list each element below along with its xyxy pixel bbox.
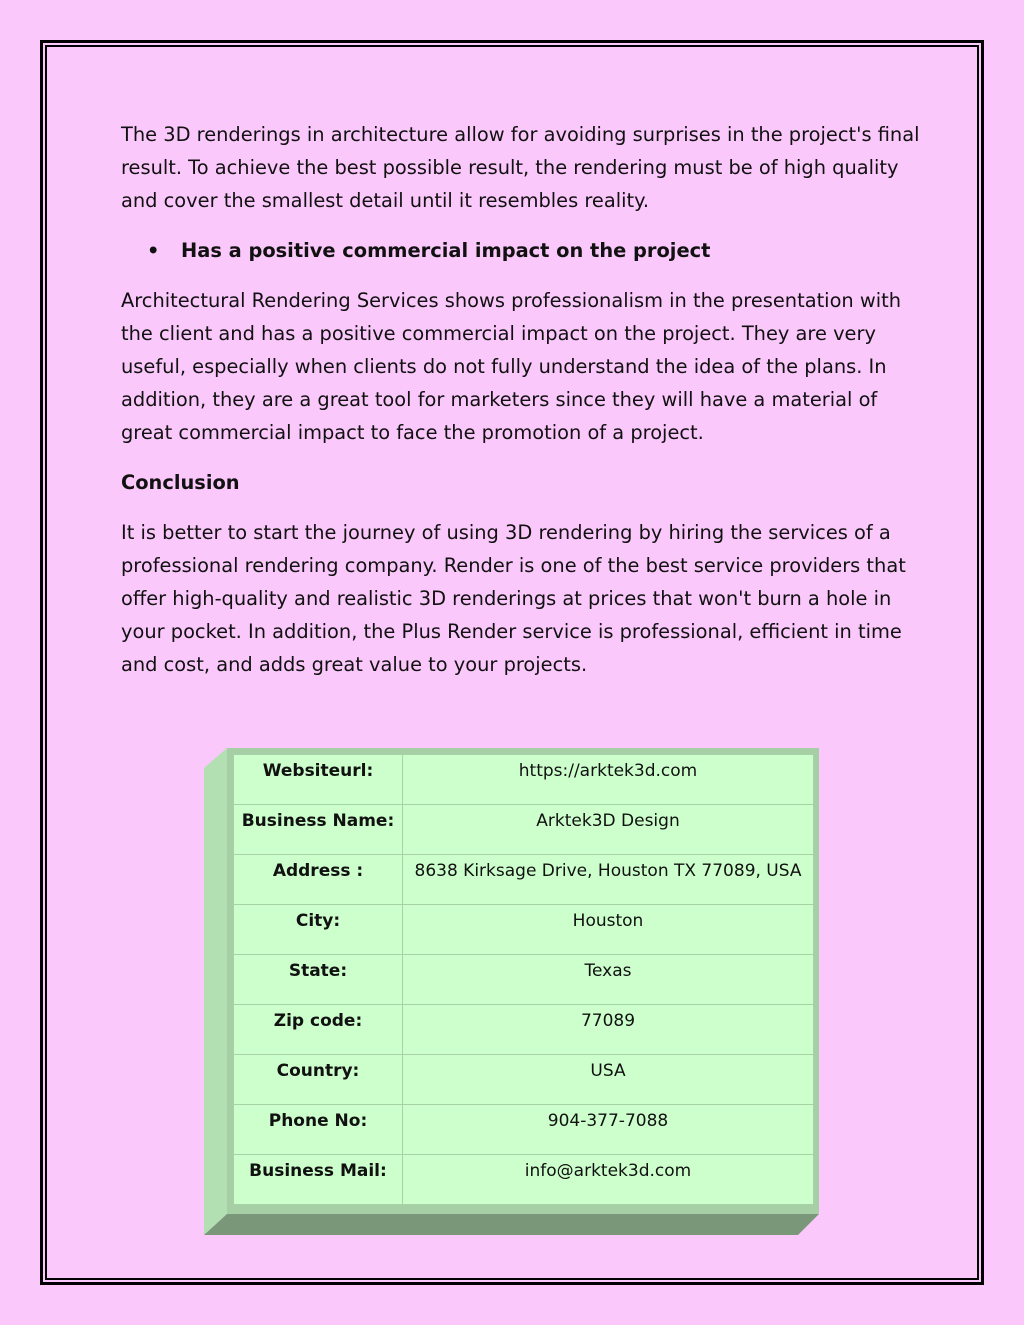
- table-row: [234, 855, 814, 905]
- table-value-cell: Arktek3D Design: [403, 805, 814, 855]
- bullet-item: [121, 234, 921, 267]
- bullet-text: Has a positive commercial impact on the project: [181, 239, 711, 262]
- services-paragraph: Architectural Rendering Services shows professionalism in the presentation with the client and has a positive commercial impact on the project. They are very useful, especially when clients do not fully understand the idea of the plans. In addition, they are a great tool for marketers since they will have a material of great commercial impact to face the promotion of a project.: [121, 289, 902, 444]
- document-body: [121, 118, 921, 681]
- table-value-cell: 8638 Kirksage Drive, Houston TX 77089, USA: [403, 855, 814, 905]
- table-label-cell: Phone No:: [234, 1105, 403, 1155]
- table-value-cell: info@arktek3d.com: [403, 1155, 814, 1205]
- bullet-icon: •: [147, 239, 160, 262]
- table-row: [234, 905, 814, 955]
- table-label-cell: Websiteurl:: [234, 755, 403, 805]
- bevel-bottom-face: [204, 1214, 819, 1235]
- table-value-cell: Houston: [403, 905, 814, 955]
- table-label-cell: Zip code:: [234, 1005, 403, 1055]
- table-row: [234, 1105, 814, 1155]
- business-info-table: [233, 754, 814, 1205]
- table-row: [234, 1155, 814, 1205]
- table-value-cell: USA: [403, 1055, 814, 1105]
- table-row: [234, 1005, 814, 1055]
- table-value-cell: Texas: [403, 955, 814, 1005]
- table-label-cell: Address :: [234, 855, 403, 905]
- table-row: [234, 755, 814, 805]
- table-row: [234, 1055, 814, 1105]
- table-value-cell: 77089: [403, 1005, 814, 1055]
- table-label-cell: Business Name:: [234, 805, 403, 855]
- conclusion-paragraph: It is better to start the journey of using 3D rendering by hiring the services of a professional rendering company. Render is one of the best service providers that offer high-quality and realistic 3D renderings at prices that won't burn a hole in your pocket. In addition, the Plus Render service is professional, efficient in time and cost, and adds great value to your projects.: [121, 521, 906, 676]
- table-label-cell: Business Mail:: [234, 1155, 403, 1205]
- table-value-cell: 904-377-7088: [403, 1105, 814, 1155]
- table-label-cell: State:: [234, 955, 403, 1005]
- table-row: [234, 955, 814, 1005]
- table-label-cell: City:: [234, 905, 403, 955]
- business-info-box: [204, 748, 819, 1235]
- conclusion-heading: Conclusion: [121, 471, 240, 494]
- table-value-cell: https://arktek3d.com: [403, 755, 814, 805]
- table-row: [234, 805, 814, 855]
- bevel-left-face: [204, 748, 227, 1235]
- intro-paragraph: The 3D renderings in architecture allow for avoiding surprises in the project's final result. To achieve the best possible result, the rendering must be of high quality and cover the smallest detail until it resembles reality.: [121, 123, 920, 212]
- table-label-cell: Country:: [234, 1055, 403, 1105]
